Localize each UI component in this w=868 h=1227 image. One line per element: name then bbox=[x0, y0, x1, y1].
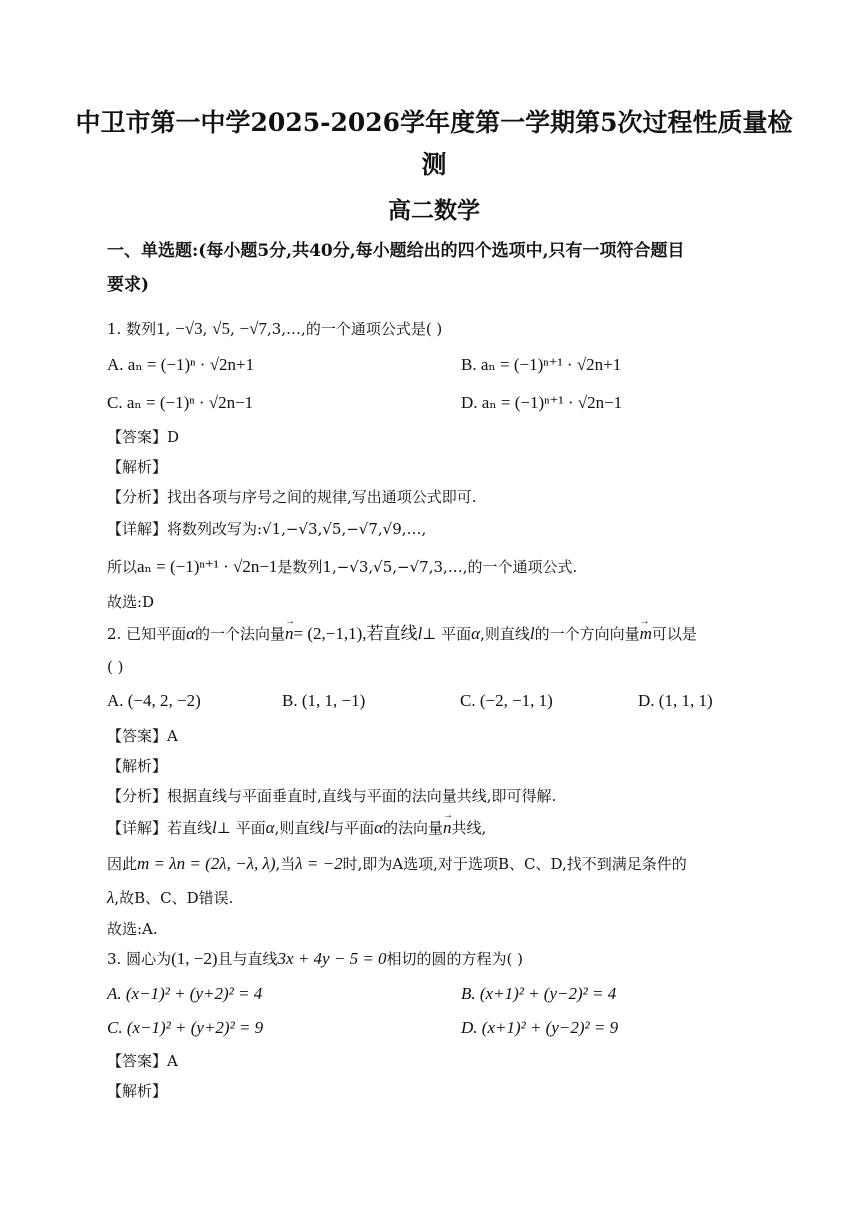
q1-detail: 【详解】将数列改写为:√1,−√3,√5,−√7,√9,…, bbox=[107, 520, 427, 538]
section-heading-line-2: 要求) bbox=[107, 275, 150, 295]
q1-conclusion-formula: aₙ = (−1)ⁿ⁺¹ · √2n−1 bbox=[137, 557, 278, 576]
title-line-1: 中卫市第一中学2025-2026学年度第一学期第5次过程性质量检 bbox=[75, 108, 793, 137]
q3-line-equation: 3x + 4y − 5 = 0 bbox=[277, 949, 387, 968]
q3-analysis: 【解析】 bbox=[107, 1082, 168, 1100]
q2-stem-line-2: ( ) bbox=[107, 658, 124, 676]
q1-option-a: A. aₙ = (−1)ⁿ · √2n+1 bbox=[107, 355, 255, 374]
q1-option-b: B. aₙ = (−1)ⁿ⁺¹ · √2n+1 bbox=[461, 355, 622, 374]
q1-stem: 1. 数列1, −√3, √5, −√7,3,…,的一个通项公式是( ) bbox=[107, 319, 443, 338]
q2-option-c: C. (−2, −1, 1) bbox=[460, 691, 553, 710]
m-vector: → m bbox=[640, 623, 652, 645]
q1-seq-term-c: −√7 bbox=[239, 319, 267, 338]
q1-conclusion: 所以aₙ = (−1)ⁿ⁺¹ · √2n−1是数列1,−√3,√5,−√7,3,…,的一个通项公式. bbox=[107, 557, 578, 576]
q1-option-c: C. aₙ = (−1)ⁿ · √2n−1 bbox=[107, 393, 254, 412]
q1-seq-term-b: √5 bbox=[212, 319, 230, 338]
title-line-2: 测 bbox=[421, 150, 447, 179]
q2-option-b: B. (1, 1, −1) bbox=[282, 691, 366, 710]
q2-so-line-1: 因此m = λn = (2λ, −λ, λ),当λ = −2时,即为A选项,对于选项B、C、D,找不到满足条件的 bbox=[107, 854, 687, 873]
q2-lambda-value: λ = −2 bbox=[295, 854, 343, 873]
q1-option-d: D. aₙ = (−1)ⁿ⁺¹ · √2n−1 bbox=[461, 393, 623, 412]
q2-analysis: 【解析】 bbox=[107, 757, 168, 775]
q1-analysis: 【解析】 bbox=[107, 458, 168, 476]
q3-answer: 【答案】A bbox=[107, 1052, 178, 1070]
q1-seq-term-a: −√3 bbox=[175, 319, 203, 338]
q2-detail: 【详解】若直线l⊥ 平面α,则直线l与平面α的法向量→ n共线, bbox=[107, 817, 486, 839]
q2-fenxi: 【分析】根据直线与平面垂直时,直线与平面的法向量共线,即可得解. bbox=[107, 787, 557, 805]
q2-stem-line-1: 2. 已知平面α的一个法向量→ n= (2,−1,1),若直线l⊥ 平面α,则直线l的一个方向向量→ m可以是 bbox=[107, 623, 697, 645]
q3-stem: 3. 圆心为(1, −2)且与直线3x + 4y − 5 = 0相切的圆的方程为( ) bbox=[107, 949, 524, 968]
q3-center: (1, −2) bbox=[171, 949, 218, 968]
n-vector: → n bbox=[285, 623, 294, 645]
q2-option-d: D. (1, 1, 1) bbox=[638, 691, 713, 710]
q1-answer: 【答案】D bbox=[107, 428, 180, 446]
section-heading-line-1: 一、单选题:(每小题5分,共40分,每小题给出的四个选项中,只有一项符合题目 bbox=[107, 241, 685, 261]
q2-answer: 【答案】A bbox=[107, 727, 178, 745]
q3-option-b: B. (x+1)² + (y−2)² = 4 bbox=[461, 984, 617, 1003]
q2-option-a: A. (−4, 2, −2) bbox=[107, 691, 201, 710]
q2-so-line-2: λ,故B、C、D错误. bbox=[107, 888, 234, 907]
q1-choose: 故选:D bbox=[107, 593, 155, 611]
q1-fenxi: 【分析】找出各项与序号之间的规律,写出通项公式即可. bbox=[107, 488, 477, 506]
q2-so-formula: m = λn = (2λ, −λ, λ) bbox=[137, 854, 276, 873]
alpha-symbol: α bbox=[186, 624, 196, 643]
q3-option-a: A. (x−1)² + (y+2)² = 4 bbox=[107, 984, 263, 1003]
q3-option-d: D. (x+1)² + (y−2)² = 9 bbox=[461, 1018, 619, 1037]
q3-option-c: C. (x−1)² + (y+2)² = 9 bbox=[107, 1018, 264, 1037]
subtitle: 高二数学 bbox=[388, 197, 480, 224]
q2-choose: 故选:A. bbox=[107, 920, 158, 938]
